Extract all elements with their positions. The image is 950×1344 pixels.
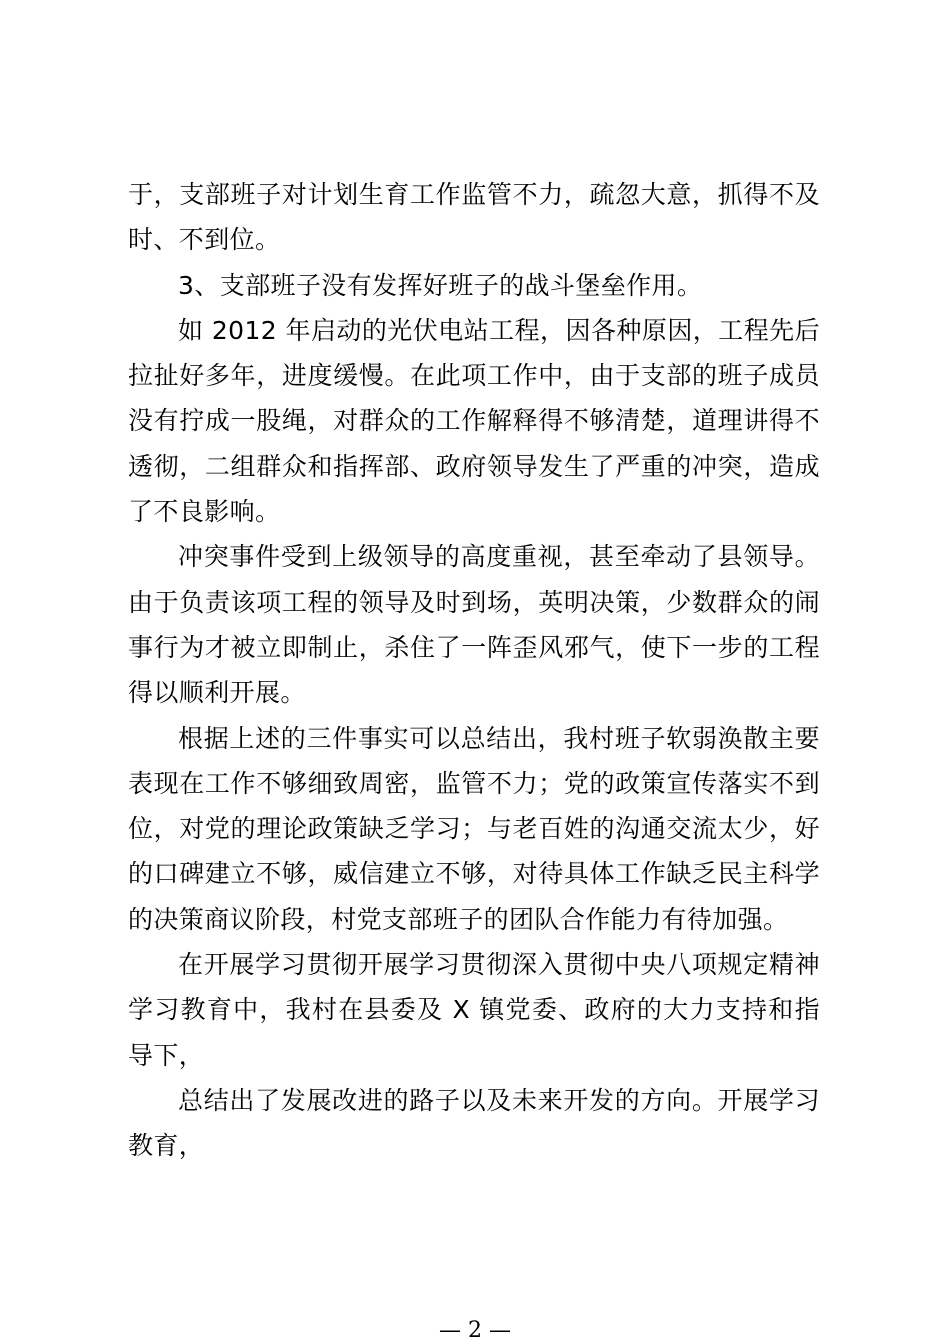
document-body	[128, 172, 820, 1169]
paragraph-study-education: 在开展学习贯彻开展学习贯彻深入贯彻中央八项规定精神学习教育中，我村在县委及 X 镇党委、政府的大力支持和指导下，	[128, 950, 820, 1070]
paragraph-solar-project: 如 2012 年启动的光伏电站工程，因各种原因，工程先后拉扯好多年，进度缓慢。在此项工作中，由于支部的班子成员没有拧成一股绳，对群众的工作解释得不够清楚，道理讲得不透彻，二组群众和指挥部、政府领导发生了严重的冲突，造成了不良影响。	[128, 315, 820, 527]
paragraph-continuation: 于，支部班子对计划生育工作监管不力，疏忽大意，抓得不及时、不到位。	[128, 180, 820, 255]
page-number: — 2 —	[439, 1318, 511, 1343]
paragraph-conflict-event: 冲突事件受到上级领导的高度重视，甚至牵动了县领导。由于负责该项工程的领导及时到场，英明决策，少数群众的闹事行为才被立即制止，杀住了一阵歪风邪气，使下一步的工程得以顺利开展。	[128, 542, 820, 708]
paragraph-point-3: 3、支部班子没有发挥好班子的战斗堡垒作用。	[178, 270, 703, 300]
paragraph-summary: 根据上述的三件事实可以总结出，我村班子软弱涣散主要表现在工作不够细致周密，监管不力；党的政策宣传落实不到位，对党的理论政策缺乏学习；与老百姓的沟通交流太少，好的口碑建立不够，威信建立不够，对待具体工作缺乏民主科学的决策商议阶段，村党支部班子的团队合作能力有待加强。	[128, 723, 820, 934]
paragraph-development: 总结出了发展改进的路子以及未来开发的方向。开展学习教育，	[128, 1085, 820, 1161]
